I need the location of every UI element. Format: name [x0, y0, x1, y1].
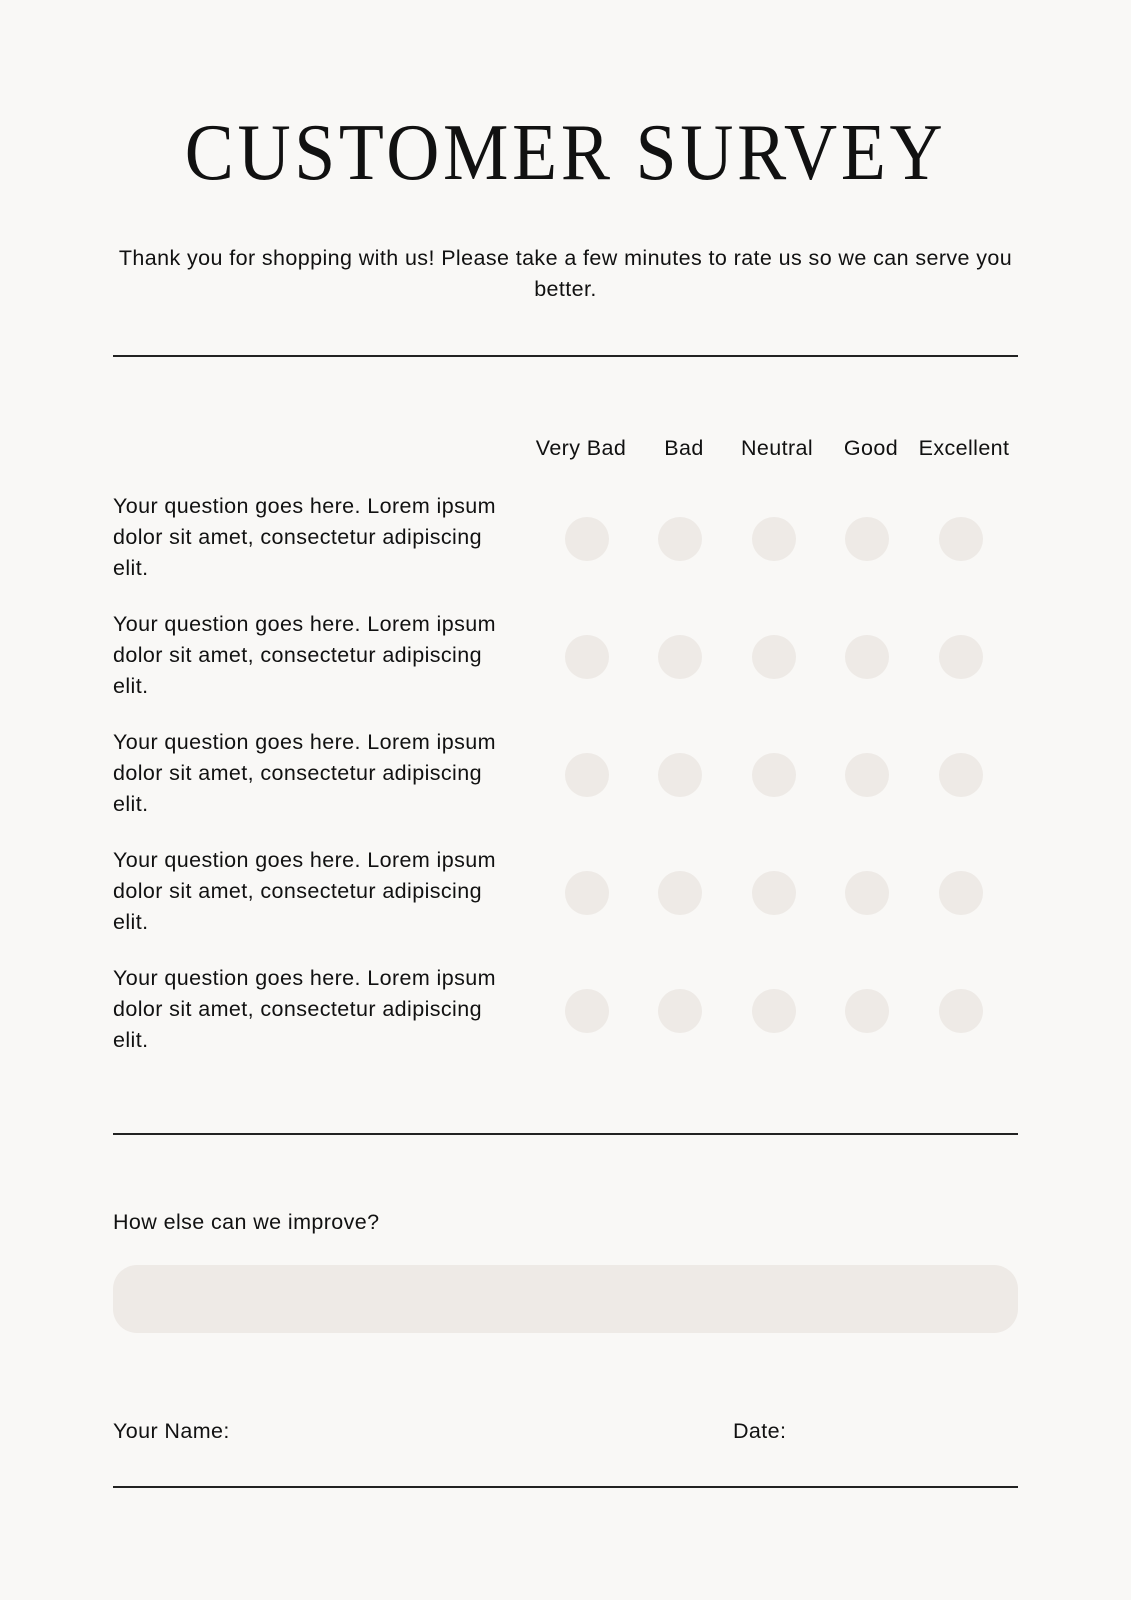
rating-radio-very-bad[interactable] — [565, 989, 609, 1033]
question-row-5 — [113, 963, 1018, 1075]
rating-radio-bad[interactable] — [658, 871, 702, 915]
question-row-4 — [113, 845, 1018, 957]
rating-header-excellent: Excellent — [918, 436, 1010, 460]
rating-radio-good[interactable] — [845, 989, 889, 1033]
rating-radio-neutral[interactable] — [752, 635, 796, 679]
rating-radio-very-bad[interactable] — [565, 753, 609, 797]
rating-radio-very-bad[interactable] — [565, 635, 609, 679]
rating-radio-neutral[interactable] — [752, 871, 796, 915]
question-text: Your question goes here. Lorem ipsum dolor sit amet, consectetur adipiscing elit. — [113, 612, 496, 698]
rating-radio-neutral[interactable] — [752, 517, 796, 561]
rating-header-neutral: Neutral — [740, 436, 814, 460]
feedback-input[interactable] — [113, 1265, 1018, 1333]
rating-radio-good[interactable] — [845, 753, 889, 797]
rating-radio-good[interactable] — [845, 635, 889, 679]
question-text: Your question goes here. Lorem ipsum dolor sit amet, consectetur adipiscing elit. — [113, 494, 496, 580]
rating-radio-excellent[interactable] — [939, 871, 983, 915]
name-label: Your Name: — [113, 1419, 230, 1443]
rating-radio-neutral[interactable] — [752, 753, 796, 797]
feedback-label: How else can we improve? — [113, 1210, 380, 1234]
question-text: Your question goes here. Lorem ipsum dolor sit amet, consectetur adipiscing elit. — [113, 730, 496, 816]
rating-radio-excellent[interactable] — [939, 989, 983, 1033]
question-row-1 — [113, 491, 1018, 603]
rating-radio-excellent[interactable] — [939, 753, 983, 797]
name-date-signature-line[interactable] — [113, 1486, 1018, 1488]
page-title: CUSTOMER SURVEY — [184, 109, 947, 197]
intro-text: Thank you for shopping with us! Please take a few minutes to rate us so we can serve you better. — [118, 246, 1013, 301]
rating-header-bad: Bad — [664, 436, 704, 460]
question-text: Your question goes here. Lorem ipsum dolor sit amet, consectetur adipiscing elit. — [113, 966, 496, 1052]
rating-radio-good[interactable] — [845, 871, 889, 915]
rating-radio-very-bad[interactable] — [565, 517, 609, 561]
rating-radio-good[interactable] — [845, 517, 889, 561]
rating-radio-bad[interactable] — [658, 517, 702, 561]
question-text: Your question goes here. Lorem ipsum dolor sit amet, consectetur adipiscing elit. — [113, 848, 496, 934]
rating-radio-very-bad[interactable] — [565, 871, 609, 915]
rating-radio-excellent[interactable] — [939, 517, 983, 561]
rating-radio-bad[interactable] — [658, 635, 702, 679]
divider-middle — [113, 1133, 1018, 1135]
question-row-2 — [113, 609, 1018, 721]
date-label: Date: — [733, 1419, 787, 1443]
rating-radio-neutral[interactable] — [752, 989, 796, 1033]
divider-top — [113, 355, 1018, 357]
question-row-3 — [113, 727, 1018, 839]
rating-radio-excellent[interactable] — [939, 635, 983, 679]
rating-header-very-bad: Very Bad — [535, 436, 627, 460]
rating-radio-bad[interactable] — [658, 989, 702, 1033]
rating-header-good: Good — [843, 436, 899, 460]
rating-radio-bad[interactable] — [658, 753, 702, 797]
